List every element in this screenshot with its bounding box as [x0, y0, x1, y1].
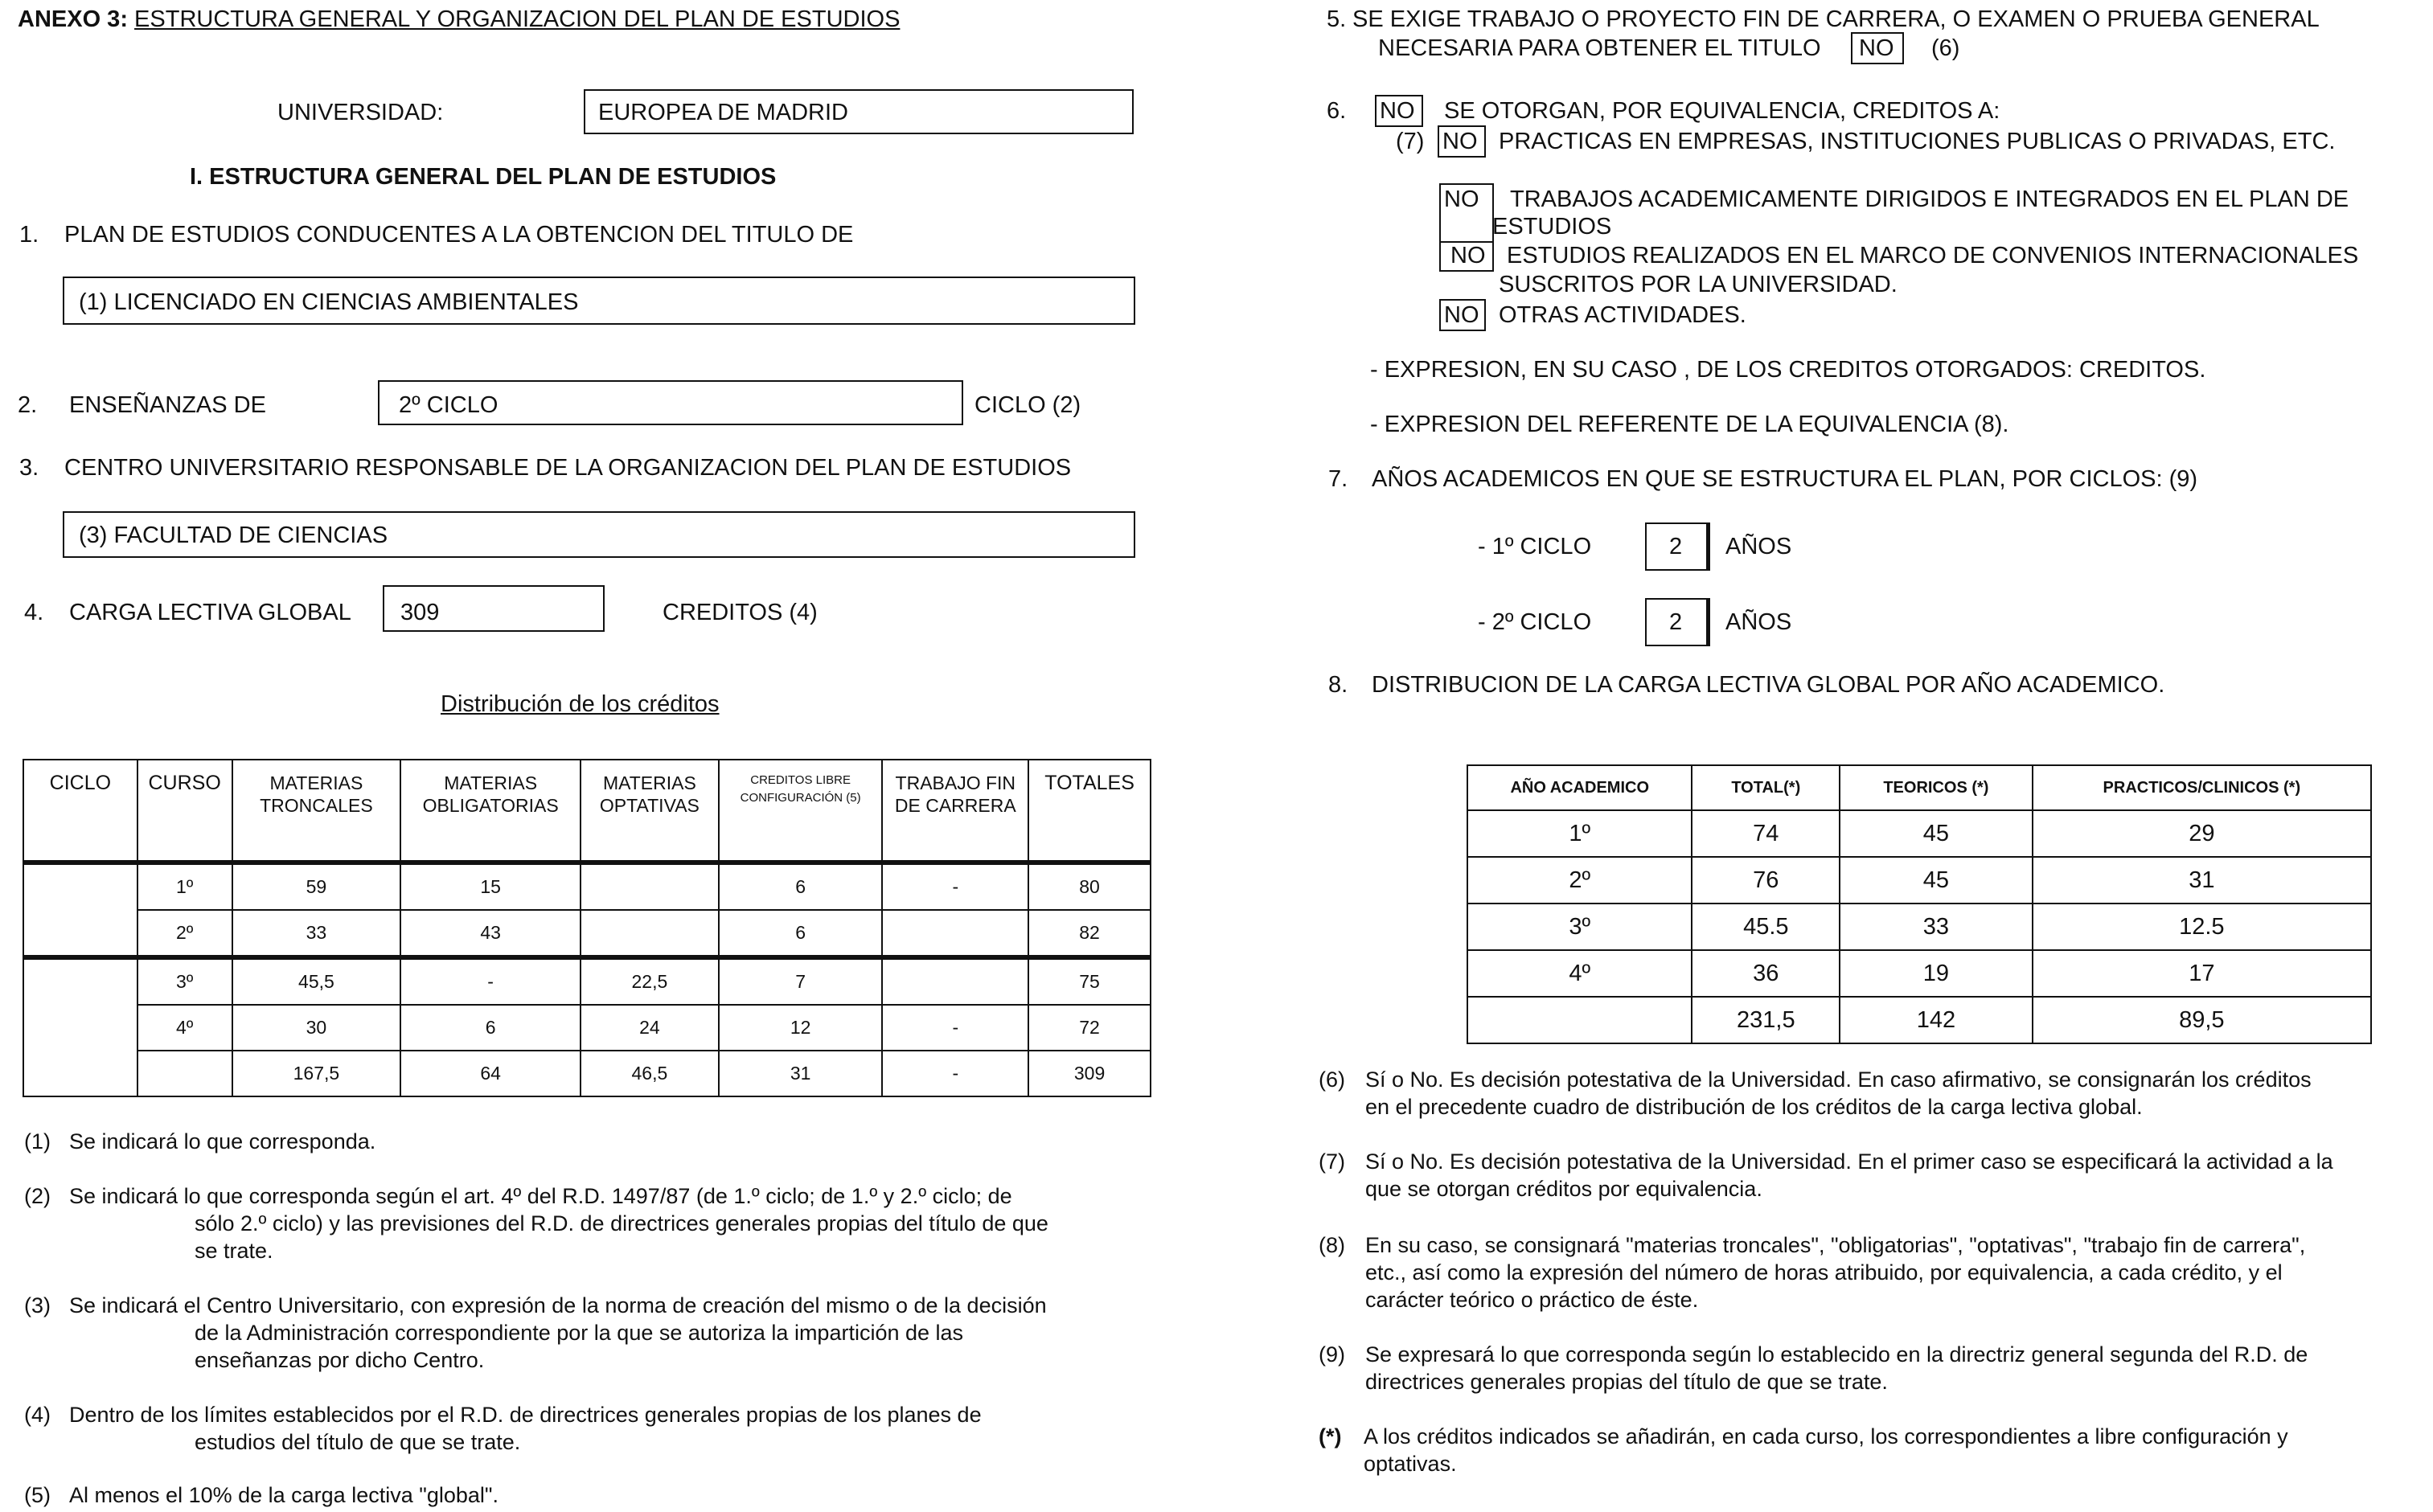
table-cell: - [400, 957, 581, 1005]
table-cell: - [882, 863, 1028, 910]
footnote-number: (5) [24, 1483, 51, 1507]
footnote-number: (3) [24, 1293, 51, 1317]
table-cell: 45,5 [232, 957, 401, 1005]
footnote-text: Al menos el 10% de la carga lectiva "global". [69, 1483, 498, 1507]
teaching-cycle-value: 2º CICLO [399, 392, 498, 418]
column-header: TEORICOS (*) [1840, 765, 2033, 810]
table-cell: 6 [719, 910, 883, 957]
column-header: PRACTICOS/CLINICOS (*) [2033, 765, 2371, 810]
item6-number: 6. [1327, 98, 1347, 124]
table-cell: - [882, 1051, 1028, 1096]
item7-text: AÑOS ACADEMICOS EN QUE SE ESTRUCTURA EL PLAN, POR CICLOS: (9) [1372, 466, 2198, 492]
item2-number: 2. [18, 392, 38, 418]
item2-suffix: CICLO (2) [974, 392, 1081, 418]
table-cell: 46,5 [581, 1051, 719, 1096]
faculty-value: (3) FACULTAD DE CIENCIAS [79, 522, 388, 548]
table-cell: 19 [1840, 950, 2033, 997]
footnote-line: Se indicará lo que corresponda según el art. 4º del R.D. 1497/87 (de 1.º ciclo; de 1.º y 2.º ciclo; de [69, 1184, 1012, 1208]
footnote-line: Sí o No. Es decisión potestativa de la Universidad. En caso afirmativo, se consignarán los créditos [1365, 1067, 2312, 1092]
footnote-line: Sí o No. Es decisión potestativa de la Universidad. En el primer caso se especificará la actividad a la [1365, 1149, 2333, 1174]
option-other-text: OTRAS ACTIVIDADES. [1499, 302, 1746, 328]
item1-number: 1. [19, 222, 39, 248]
footnote-text: Se indicará lo que corresponda. [69, 1129, 376, 1153]
table-cell: 2º [137, 910, 232, 957]
table-cell: 167,5 [232, 1051, 401, 1096]
footnote-line: carácter teórico o práctico de éste. [1365, 1288, 1699, 1312]
option-international-answer: NO [1450, 243, 1486, 268]
table-cell: 6 [400, 1005, 581, 1051]
final-project-answer: NO [1859, 35, 1894, 61]
equivalence-answer: NO [1380, 98, 1415, 124]
table-cell: 82 [1028, 910, 1151, 957]
table-header-row [1467, 765, 2371, 810]
footnote-line: que se otorgan créditos por equivalencia. [1365, 1177, 1762, 1201]
university-label: UNIVERSIDAD: [277, 100, 444, 125]
table-cell [581, 863, 719, 910]
annex-title: ESTRUCTURA GENERAL Y ORGANIZACION DEL PLAN DE ESTUDIOS [134, 6, 901, 32]
footnote-number: (*) [1319, 1424, 1342, 1448]
table-row [23, 1005, 1151, 1051]
table-row [23, 957, 1151, 1005]
table-cell: 45.5 [1692, 904, 1840, 950]
cycle2-label: - 2º CICLO [1478, 609, 1592, 635]
cycle1-years: 2 [1669, 534, 1683, 559]
option-international-line2: SUSCRITOS POR LA UNIVERSIDAD. [1499, 272, 1898, 297]
footnote-line: etc., así como la expresión del número de horas atribuido, por equivalencia, a cada crédito, y el [1365, 1260, 2283, 1285]
column-header: AÑO ACADEMICO [1467, 765, 1692, 810]
table-cell: 2º [1467, 857, 1692, 904]
table-cell [1467, 997, 1692, 1043]
footnote-line: se trate. [195, 1239, 273, 1263]
table-cell: 80 [1028, 863, 1151, 910]
table-row [23, 910, 1151, 957]
item7-number: 7. [1328, 466, 1348, 492]
item4-suffix: CREDITOS (4) [663, 600, 818, 625]
table-cell: 30 [232, 1005, 401, 1051]
table-cell: 1º [1467, 810, 1692, 857]
table-cell: 45 [1840, 810, 2033, 857]
table-cell: 24 [581, 1005, 719, 1051]
cycle1-divider [1708, 522, 1710, 571]
footnote-number: (4) [24, 1403, 51, 1427]
footnote-line: Dentro de los límites establecidos por el R.D. de directrices generales propias de los planes de [69, 1403, 982, 1427]
table-cell: 29 [2033, 810, 2371, 857]
table-cell [23, 957, 137, 1096]
table-cell: 142 [1840, 997, 2033, 1043]
footnote-line: directrices generales propias del título de que se trate. [1365, 1370, 1888, 1394]
footnote-line: Se expresará lo que corresponda según lo establecido en la directriz general segunda del R.D. de [1365, 1342, 2308, 1367]
item8-text: DISTRIBUCION DE LA CARGA LECTIVA GLOBAL POR AÑO ACADEMICO. [1372, 672, 2165, 698]
column-header: MATERIAS OBLIGATORIAS [400, 760, 581, 863]
table-cell: 231,5 [1692, 997, 1840, 1043]
item5-number: 5. [1327, 6, 1347, 32]
footnote-number: (8) [1319, 1233, 1345, 1257]
item3-number: 3. [19, 455, 39, 481]
distribution-title: Distribución de los créditos [441, 691, 720, 717]
table-cell: 3º [137, 957, 232, 1005]
table-cell: 17 [2033, 950, 2371, 997]
table-cell: - [882, 1005, 1028, 1051]
footnote-line: En su caso, se consignará "materias troncales", "obligatorias", "optativas", "trabajo fin de carrera", [1365, 1233, 2306, 1257]
table-cell: 15 [400, 863, 581, 910]
footnote-number: (6) [1319, 1067, 1345, 1092]
table-cell: 89,5 [2033, 997, 2371, 1043]
credits-distribution-table [23, 759, 1151, 1097]
table-cell [882, 957, 1028, 1005]
footnote-6 [1319, 1066, 2428, 1121]
global-load-value: 309 [400, 600, 440, 625]
column-header: TOTAL(*) [1692, 765, 1840, 810]
table-cell: 12 [719, 1005, 883, 1051]
table-row [1467, 904, 2371, 950]
table-cell [581, 910, 719, 957]
table-row [1467, 857, 2371, 904]
footnote-9 [1319, 1341, 2428, 1395]
item4-number: 4. [24, 600, 44, 625]
item6-text: SE OTORGAN, POR EQUIVALENCIA, CREDITOS A: [1444, 98, 2000, 124]
table-cell: 59 [232, 863, 401, 910]
item5-line1: SE EXIGE TRABAJO O PROYECTO FIN DE CARRERA, O EXAMEN O PRUEBA GENERAL [1352, 6, 2320, 32]
footnote-line: A los créditos indicados se añadirán, en cada curso, los correspondientes a libre configuración y [1364, 1424, 2288, 1448]
table-cell: 33 [232, 910, 401, 957]
column-header: TOTALES [1028, 760, 1151, 863]
option-other-answer: NO [1444, 302, 1479, 328]
table-cell [882, 910, 1028, 957]
table-cell: 43 [400, 910, 581, 957]
cycle2-years: 2 [1669, 609, 1683, 635]
footnote-7 [1319, 1148, 2428, 1203]
cycle1-label: - 1º CICLO [1478, 534, 1592, 559]
university-value: EUROPEA DE MADRID [598, 100, 848, 125]
footnote-line: enseñanzas por dicho Centro. [195, 1348, 485, 1372]
item5-line2: NECESARIA PARA OBTENER EL TITULO [1378, 35, 1821, 61]
table-row [1467, 950, 2371, 997]
table-cell: 31 [719, 1051, 883, 1096]
footnote-line: optativas. [1364, 1452, 1457, 1476]
table-cell: 76 [1692, 857, 1840, 904]
section-title: I. ESTRUCTURA GENERAL DEL PLAN DE ESTUDIOS [190, 164, 777, 190]
table-cell: 74 [1692, 810, 1840, 857]
footnote-line: de la Administración correspondiente por la que se autoriza la impartición de las [195, 1321, 964, 1345]
table-cell: 7 [719, 957, 883, 1005]
column-header: CICLO [23, 760, 137, 863]
table-cell: 3º [1467, 904, 1692, 950]
footnote-line: estudios del título de que se trate. [195, 1430, 521, 1454]
academic-year-table [1467, 764, 2372, 1044]
option-international-line1: ESTUDIOS REALIZADOS EN EL MARCO DE CONVENIOS INTERNACIONALES [1507, 243, 2359, 268]
table-cell: 12.5 [2033, 904, 2371, 950]
footnote-2 [24, 1182, 1150, 1264]
table-cell: 22,5 [581, 957, 719, 1005]
table-row [1467, 810, 2371, 857]
equivalence-reference: - EXPRESION DEL REFERENTE DE LA EQUIVALENCIA (8). [1370, 412, 2009, 437]
item2-label: ENSEÑANZAS DE [69, 392, 266, 418]
footnote-line: sólo 2.º ciclo) y las previsiones del R.D. de directrices generales propias del título de que [195, 1211, 1048, 1235]
column-header: CURSO [137, 760, 232, 863]
table-cell: 75 [1028, 957, 1151, 1005]
item4-label: CARGA LECTIVA GLOBAL [69, 600, 351, 625]
item1-text: PLAN DE ESTUDIOS CONDUCENTES A LA OBTENCION DEL TITULO DE [64, 222, 854, 248]
table-row [23, 863, 1151, 910]
footnote-number: (1) [24, 1129, 51, 1153]
table-row [1467, 997, 2371, 1043]
item5-note: (6) [1931, 35, 1960, 61]
column-header: MATERIAS TRONCALES [232, 760, 401, 863]
column-header: MATERIAS OPTATIVAS [581, 760, 719, 863]
annex-prefix: ANEXO 3: [18, 6, 128, 32]
footnote-3 [24, 1292, 1150, 1374]
table-cell: 1º [137, 863, 232, 910]
option-academic-work-line1: TRABAJOS ACADEMICAMENTE DIRIGIDOS E INTEGRADOS EN EL PLAN DE [1510, 186, 2349, 212]
column-header: CREDITOS LIBRE CONFIGURACIÓN (5) [719, 760, 883, 863]
table-cell: 33 [1840, 904, 2033, 950]
cycle2-unit: AÑOS [1725, 609, 1792, 635]
item6-sub-note: (7) [1396, 129, 1425, 154]
table-row [23, 1051, 1151, 1096]
table-cell: 6 [719, 863, 883, 910]
table-cell: 64 [400, 1051, 581, 1096]
credits-expression: - EXPRESION, EN SU CASO , DE LOS CREDITOS OTORGADOS: CREDITOS. [1370, 357, 2206, 383]
degree-title-value: (1) LICENCIADO EN CIENCIAS AMBIENTALES [79, 289, 579, 315]
table-cell: 36 [1692, 950, 1840, 997]
footnote-8 [1319, 1231, 2428, 1313]
table-cell: 309 [1028, 1051, 1151, 1096]
annex-heading [18, 5, 900, 34]
table-cell: 45 [1840, 857, 2033, 904]
table-cell: 4º [137, 1005, 232, 1051]
table-cell: 31 [2033, 857, 2371, 904]
cycle2-divider [1708, 598, 1710, 646]
footnote-number: (9) [1319, 1342, 1345, 1367]
option-internships-answer: NO [1442, 129, 1478, 154]
table-cell: 72 [1028, 1005, 1151, 1051]
table-cell: 4º [1467, 950, 1692, 997]
table-header-row [23, 760, 1151, 863]
table-cell [23, 863, 137, 957]
item8-number: 8. [1328, 672, 1348, 698]
option-internships-text: PRACTICAS EN EMPRESAS, INSTITUCIONES PUBLICAS O PRIVADAS, ETC. [1499, 129, 2336, 154]
option-academic-work-line2: ESTUDIOS [1492, 214, 1612, 240]
cycle1-unit: AÑOS [1725, 534, 1792, 559]
option-academic-work-answer: NO [1444, 186, 1479, 212]
table-cell [137, 1051, 232, 1096]
footnote-number: (7) [1319, 1149, 1345, 1174]
column-header: TRABAJO FIN DE CARRERA [882, 760, 1028, 863]
item3-text: CENTRO UNIVERSITARIO RESPONSABLE DE LA ORGANIZACION DEL PLAN DE ESTUDIOS [64, 455, 1072, 481]
footnote-asterisk [1319, 1423, 2428, 1477]
footnote-4 [24, 1401, 1150, 1456]
footnote-line: en el precedente cuadro de distribución de los créditos de la carga lectiva global. [1365, 1095, 2143, 1119]
footnote-number: (2) [24, 1184, 51, 1208]
footnote-line: Se indicará el Centro Universitario, con expresión de la norma de creación del mismo o de la decisión [69, 1293, 1047, 1317]
